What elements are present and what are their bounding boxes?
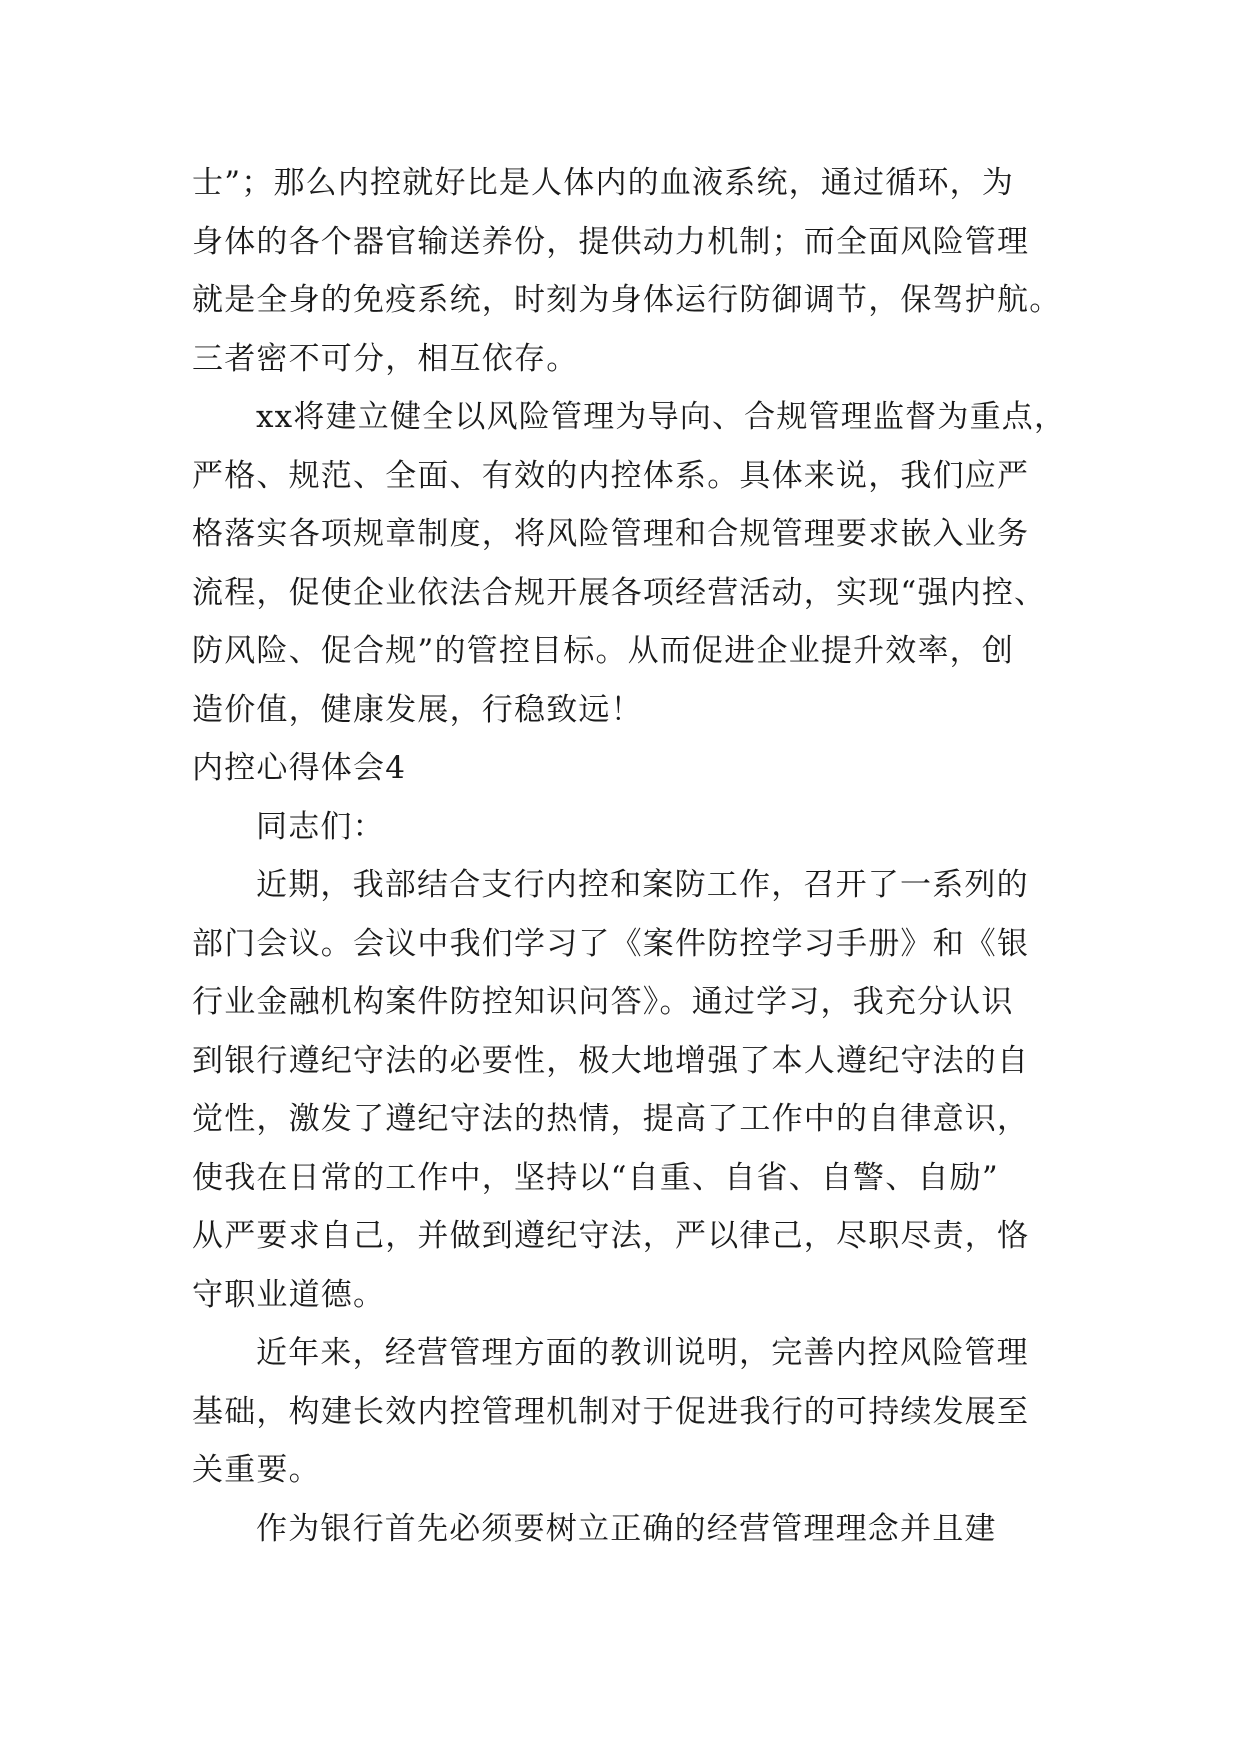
document-body [192, 154, 1067, 1558]
text-line: 防风险、促合规”的管控目标。从而促进企业提升效率，创 [192, 633, 1015, 669]
text-line: 从严要求自己，并做到遵纪守法，严以律己，尽职尽责，恪 [192, 1218, 1030, 1254]
text-line: 觉性，激发了遵纪守法的热情，提高了工作中的自律意识， [192, 1101, 1030, 1137]
text-line: 造价值，健康发展，行稳致远！ [192, 691, 643, 728]
text-line: 身体的各个器官输送养份，提供动力机制；而全面风险管理 [192, 223, 1030, 260]
paragraph-first-line: 近期，我部结合支行内控和案防工作，召开了一系列的 [256, 867, 1029, 903]
section-heading: 内控心得体会4 [192, 750, 407, 786]
text-line: 行业金融机构案件防控知识问答》。通过学习，我充分认识 [192, 984, 1014, 1020]
text-line: 守职业道德。 [192, 1276, 386, 1313]
paragraph-first-line: 作为银行首先必须要树立正确的经营管理理念并且建 [256, 1510, 997, 1547]
text-line: 使我在日常的工作中，坚持以“自重、自省、自警、自励” [192, 1159, 999, 1196]
text-line: 三者密不可分，相互依存。 [192, 340, 579, 377]
paragraph-first-line: xx将建立健全以风险管理为导向、合规管理监督为重点， [256, 399, 1067, 435]
text-line: 格落实各项规章制度，将风险管理和合规管理要求嵌入业务 [192, 516, 1030, 552]
text-line: 流程，促使企业依法合规开展各项经营活动，实现“强内控、 [192, 574, 1047, 611]
text-line: 到银行遵纪守法的必要性，极大地增强了本人遵纪守法的自 [192, 1042, 1030, 1079]
text-line: 部门会议。会议中我们学习了《案件防控学习手册》和《银 [192, 925, 1030, 962]
text-line: 严格、规范、全面、有效的内控体系。具体来说，我们应严 [192, 457, 1030, 494]
text-line: 关重要。 [192, 1452, 321, 1488]
salutation: 同志们： [256, 808, 385, 845]
text-line: 基础，构建长效内控管理机制对于促进我行的可持续发展至 [192, 1393, 1030, 1430]
text-line: 就是全身的免疫系统，时刻为身体运行防御调节，保驾护航。 [192, 282, 1062, 318]
paragraph-first-line: 近年来，经营管理方面的教训说明，完善内控风险管理 [256, 1335, 1029, 1371]
text-line: 士”；那么内控就好比是人体内的血液系统，通过循环，为 [192, 165, 1015, 201]
